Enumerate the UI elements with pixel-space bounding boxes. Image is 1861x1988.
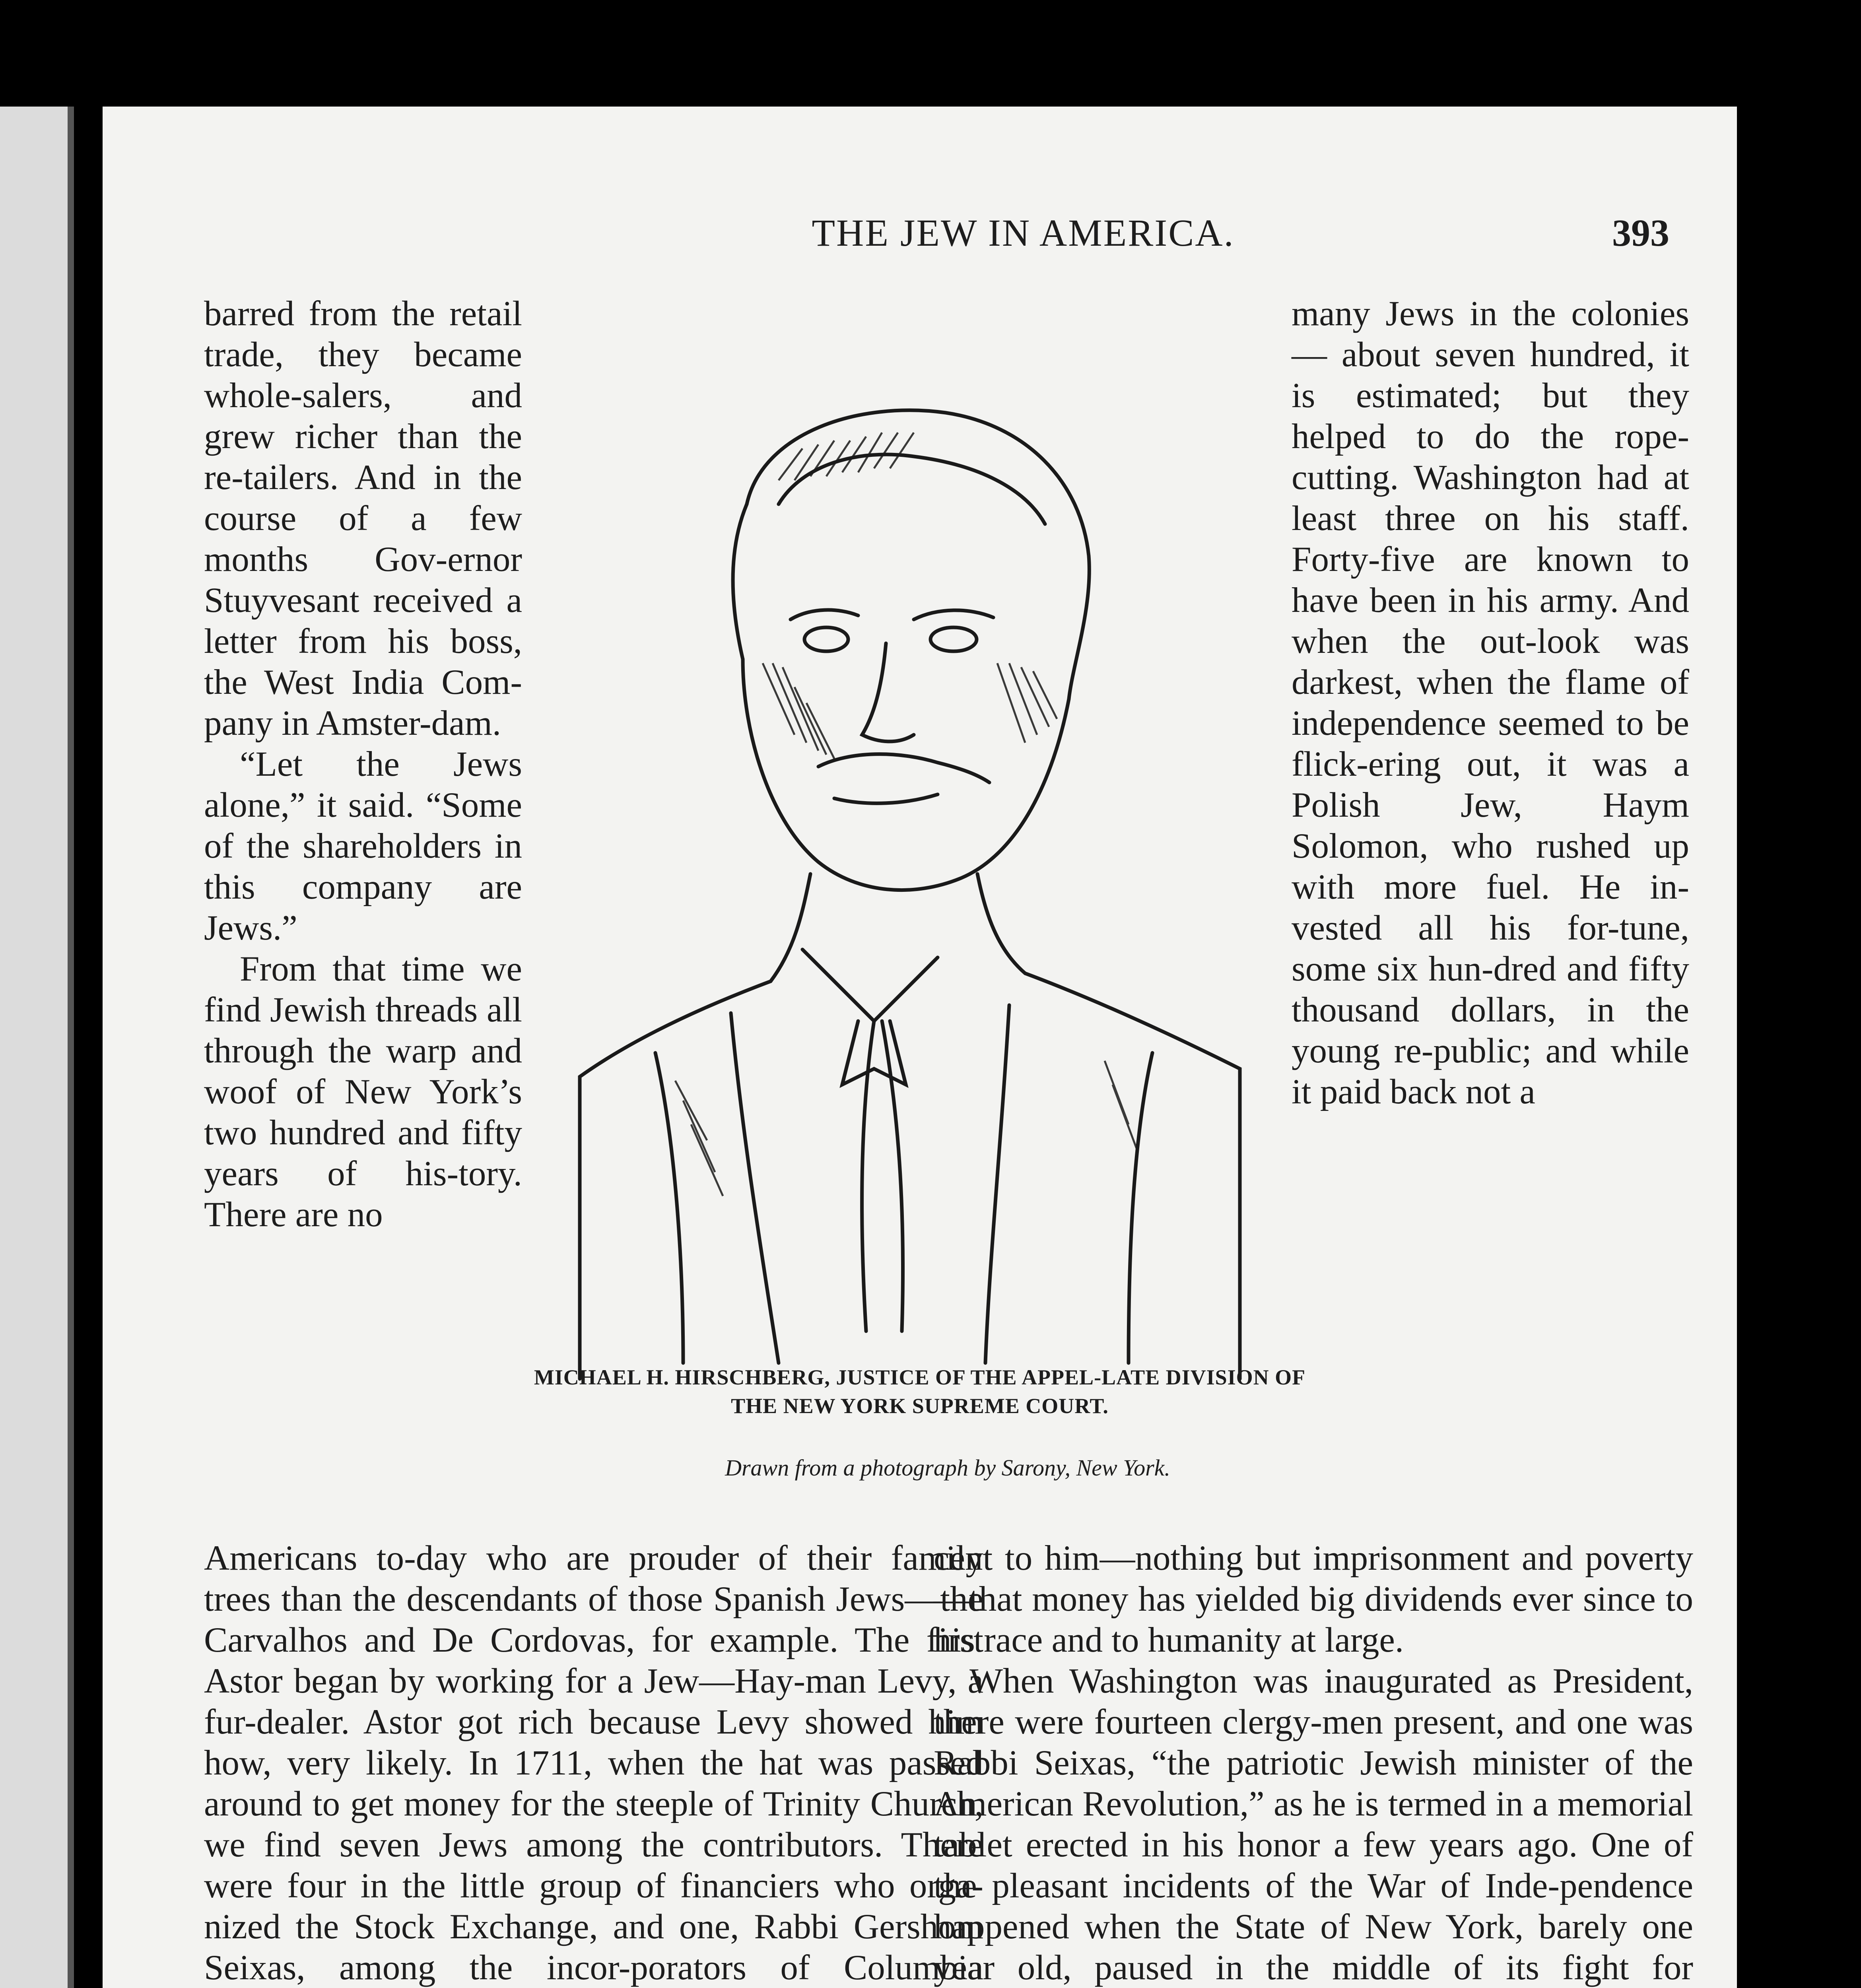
adjacent-page-edge [0,107,74,1988]
right-column [1292,293,1689,1112]
lower-left-column [204,1538,983,1988]
paragraph: cent to him—nothing but imprisonment and poverty—that money has yielded big dividends ever since to his race and to humanity at large. [934,1539,1693,1660]
paragraph: “Let the Jews alone,” it said. “Some of the shareholders in this company are Jews.” [204,745,522,947]
figure-caption: MICHAEL H. HIRSCHBERG, JUSTICE OF THE APPEL-LATE DIVISION OF THE NEW YORK SUPREME COURT. [534,1365,1306,1418]
paragraph: When Washington was inaugurated as President, there were fourteen clergy-men present, and one was Rabbi Seixas, “the patriotic Jewish minister of the American Revolution,” as he is termed in a memorial tablet erected in his honor a few years ago. One of the pleasant incidents of the War of Inde-pendence happened when the State of New York, barely one year old, paused in the middle of its fight for [934,1662,1693,1987]
left-column [204,293,522,1235]
figure-credit: Drawn from a photograph by Sarony, New York. [725,1455,1170,1481]
portrait-illustration [556,385,1272,1403]
paragraph: barred from the retail trade, they became whole-salers, and grew richer than the re-tailers. And in the course of a few months Gov-ernor Stuyvesant received a letter from his boss, the West India Com-pany in Amster-dam. [204,294,522,743]
paragraph: From that time we find Jewish threads all through the warp and woof of New York’s two hundred and fifty years of his-tory. There are no [204,949,522,1234]
lower-right-column [934,1538,1693,1988]
paragraph: Americans to-day who are prouder of their family trees than the descendants of those Spanish Jews—the Carvalhos and De Cordovas, for example. The first Astor began by working for a Jew—Hay-man Levy, a fur-dealer. Astor got rich because Levy showed him how, very likely. In 1711, when the hat was passed around to get money for the steeple of Trinity Church, we find seven Jews among the contributors. There were four in the little group of financiers who orga-nized the Stock Exchange, and one, Rabbi Gershom Seixas, among the incor-porators of Columbia [204,1539,983,1987]
page-number: 393 [1612,212,1669,254]
running-header: THE JEW IN AMERICA. [812,212,1235,254]
book-page [103,107,1737,1988]
paragraph: many Jews in the colonies — about seven hundred, it is estimated; but they helped to do the rope-cutting. Washington had at least three on his staff. Forty-five are known to have been in his army. And when the out-look was darkest, when the flame of independence seemed to be flick-ering out, it was a Polish Jew, Haym Solomon, who rushed up with more fuel. He in-vested all his for-tune, some six hun-dred and fifty thousand dollars, in the young re-public; and while it paid back not a [1292,294,1689,1111]
